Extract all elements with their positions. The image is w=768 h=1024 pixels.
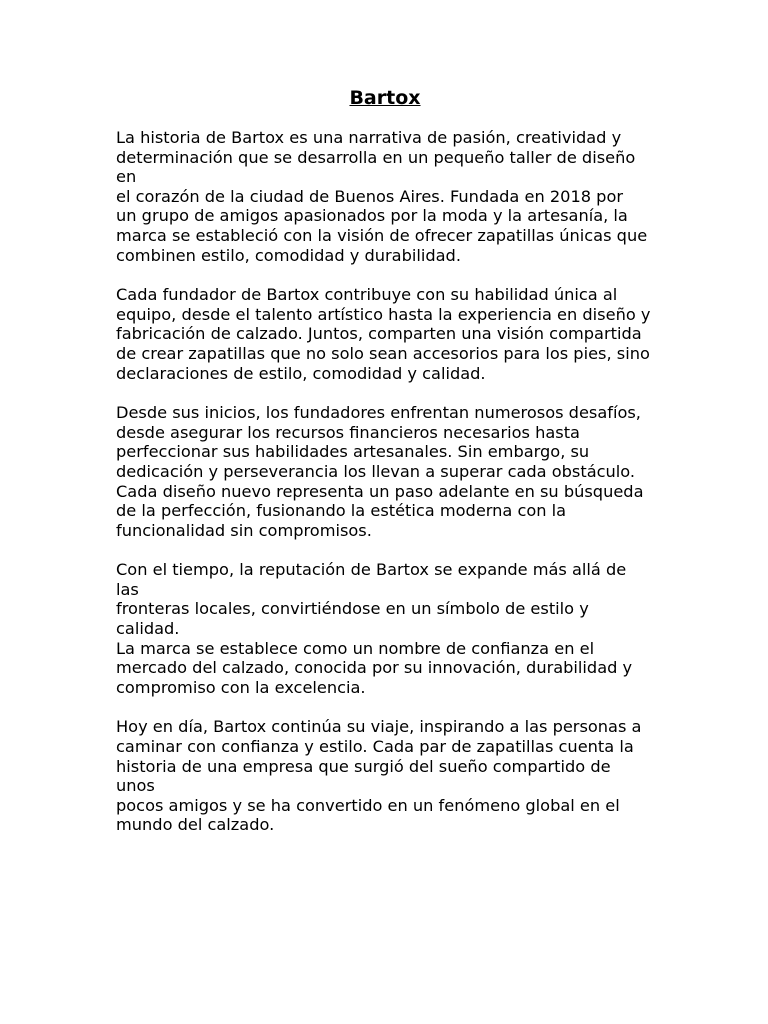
paragraph-challenges: Desde sus inicios, los fundadores enfrentan numerosos desafíos, desde asegurar los recursos financieros necesarios hasta perfeccionar sus habilidades artesanales. Sin embargo, su dedicación y perseverancia los llevan a superar cada obstáculo. Cada diseño nuevo representa un paso adelante en su búsqueda de la perfección, fusionando la estética moderna con la funcionalidad sin compromisos. [116,403,644,540]
paragraph-founders: Cada fundador de Bartox contribuye con su habilidad única al equipo, desde el talento artístico hasta la experiencia en diseño y fabricación de calzado. Juntos, comparten una visión compartida de crear zapatillas que no solo sean accesorios para los pies, sino declaraciones de estilo, comodidad y calidad. [116,285,651,383]
paragraph-today: Hoy en día, Bartox continúa su viaje, inspirando a las personas a caminar con confianza y estilo. Cada par de zapatillas cuenta la historia de una empresa que surgió del sueño compartido de unos pocos amigos y se ha convertido en un fenómeno global en el mundo del calzado. [116,717,642,835]
document-page [116,86,654,855]
document-title: Bartox [349,87,421,109]
paragraph-history: La historia de Bartox es una narrativa de pasión, creatividad y determinación que se desarrolla en un pequeño taller de diseño en el corazón de la ciudad de Buenos Aires. Fundada en 2018 por un grupo de amigos apasionados por la moda y la artesanía, la marca se estableció con la visión de ofrecer zapatillas únicas que combinen estilo, comodidad y durabilidad. [116,128,648,265]
paragraph-reputation: Con el tiempo, la reputación de Bartox se expande más allá de las fronteras locales, convirtiéndose en un símbolo de estilo y calidad. La marca se establece como un nombre de confianza en el mercado del calzado, conocida por su innovación, durabilidad y compromiso con la excelencia. [116,560,633,697]
